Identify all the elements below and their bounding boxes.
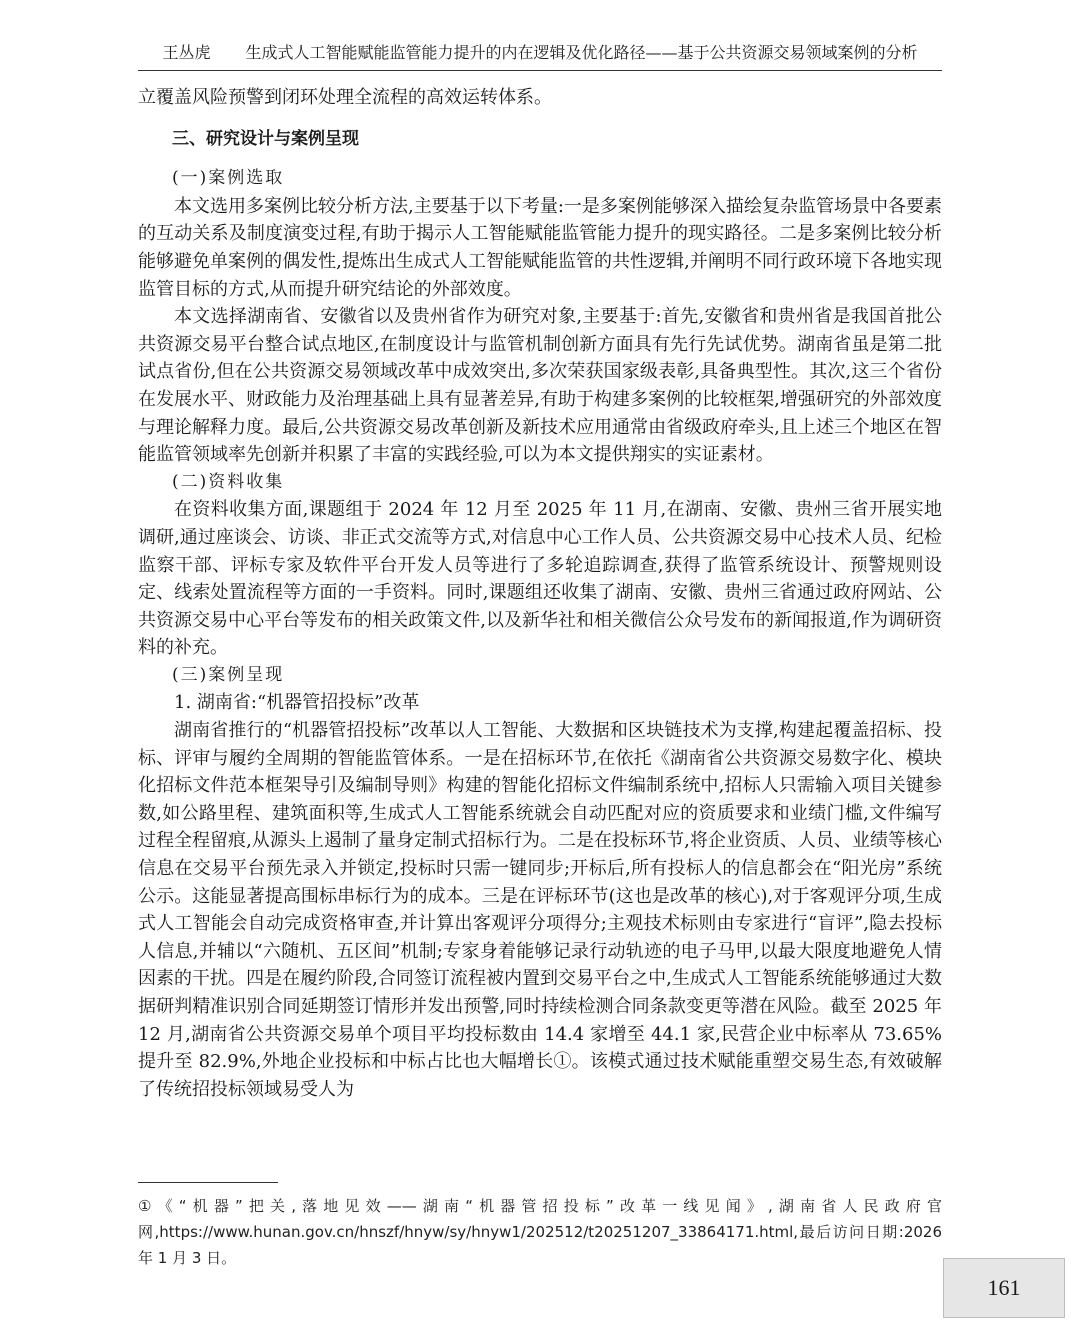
page-number: 161 [943,1258,1065,1318]
subsection-heading-case-selection: (一)案例选取 [172,168,285,189]
footnote-divider [138,1182,278,1183]
section-heading: 三、研究设计与案例呈现 [172,128,359,149]
footnote: ①《“机器”把关,落地见效——湖南“机器管招投标”改革一线见闻》,湖南省人民政府官网,https://www.hunan.gov.cn/hnszf/hnyw/sy/hnyw1/202512/t20251207_33864171.html,最后访问日期:2026 年 1 月 3 日。 [138,1197,942,1267]
subsection-heading-case-presentation: (三)案例呈现 [172,664,285,685]
subsection-heading-data-collection: (二)资料收集 [172,471,285,492]
paragraph-hunan-reform: 湖南省推行的“机器管招投标”改革以人工智能、大数据和区块链技术为支撑,构建起覆盖招标、投标、评审与履约全周期的智能监管体系。一是在招标环节,在依托《湖南省公共资源交易数字化、模块化招标文件范本框架导引及编制导则》构建的智能化招标文件编制系统中,招标人只需输入项目关键参数,如公路里程、建筑面积等,生成式人工智能系统就会自动匹配对应的资质要求和业绩门槛,文件编写过程全程留痕,从源头上遏制了量身定制式招标行为。二是在投标环节,将企业资质、人员、业绩等核心信息在交易平台预先录入并锁定,投标时只需一键同步;开标后,所有投标人的信息都会在“阳光房”系统公示。这能显著提高围标串标行为的成本。三是在评标环节(这也是改革的核心),对于客观评分项,生成式人工智能会自动完成资格审查,并计算出客观评分项得分;主观技术标则由专家进行“盲评”,隐去投标人信息,并辅以“六随机、五区间”机制;专家身着能够记录行动轨迹的电子马甲,以最大限度地避免人情因素的干扰。四是在履约阶段,合同签订流程被内置到交易平台之中,生成式人工智能系统能够通过大数据研判精准识别合同延期签订情形并发出预警,同时持续检测合同条款变更等潜在风险。截至 2025 年 12 月,湖南省公共资源交易单个项目平均投标数由 14.4 家增至 44.1 家,民营企业中标率从 73.65%提升至 82.9%,外地企业投标和中标占比也大幅增长①。该模式通过技术赋能重塑交易生态,有效破解了传统招投标领域易受人为 [138,720,942,1100]
paragraph-data-collection: 在资料收集方面,课题组于 2024 年 12 月至 2025 年 11 月,在湖南、安徽、贵州三省开展实地调研,通过座谈会、访谈、非正式交流等方式,对信息中心工作人员、公共资源交易中心技术人员、纪检监察干部、评标专家及软件平台开发人员等进行了多轮追踪调查,获得了监管系统设计、预警规则设定、线索处置流程等方面的一手资料。同时,课题组还收集了湖南、安徽、贵州三省通过政府网站、公共资源交易中心平台等发布的相关政策文件,以及新华社和相关微信公众号发布的新闻报道,作为调研资料的补充。 [138,499,942,659]
main-text [138,84,942,1103]
paragraph-method: 本文选用多案例比较分析方法,主要基于以下考量:一是多案例能够深入描绘复杂监管场景中各要素的互动关系及制度演变过程,有助于揭示人工智能赋能监管能力提升的现实路径。二是多案例比较分析能够避免单案例的偶发性,提炼出生成式人工智能赋能监管的共性逻辑,并阐明不同行政环境下各地实现监管目标的方式,从而提升研究结论的外部效度。 [138,195,942,300]
paragraph-continued: 立覆盖风险预警到闭环处理全流程的高效运转体系。 [138,87,552,108]
case-heading-hunan: 1. 湖南省:“机器管招投标”改革 [174,692,420,714]
header-divider [138,70,942,71]
running-header [138,40,942,63]
header-author: 王丛虎 [162,43,211,62]
paragraph-research-objects: 本文选择湖南省、安徽省以及贵州省作为研究对象,主要基于:首先,安徽省和贵州省是我国首批公共资源交易平台整合试点地区,在制度设计与监管机制创新方面具有先行先试优势。湖南省虽是第二批试点省份,但在公共资源交易领域改革中成效突出,多次荣获国家级表彰,具备典型性。其次,这三个省份在发展水平、财政能力及治理基础上具有显著差异,有助于构建多案例的比较框架,增强研究的外部效度与理论解释力度。最后,公共资源交易改革创新及新技术应用通常由省级政府牵头,且上述三个地区在智能监管领域率先创新并积累了丰富的实践经验,可以为本文提供翔实的实证素材。 [138,306,942,466]
header-title: 生成式人工智能赋能监管能力提升的内在逻辑及优化路径——基于公共资源交易领域案例的分析 [245,43,918,62]
